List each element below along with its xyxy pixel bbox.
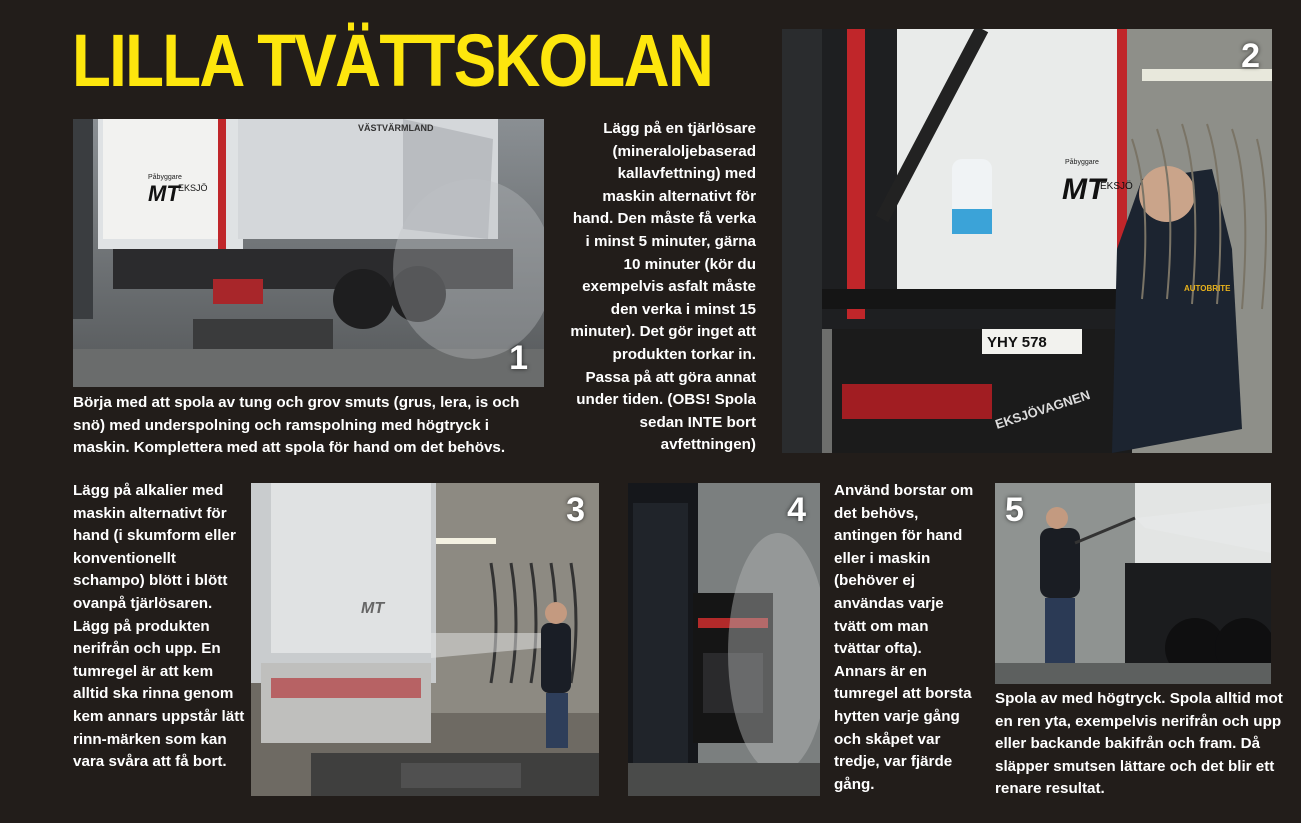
photo-step-1-image xyxy=(73,119,544,387)
step-5-text: Spola av med högtryck. Spola alltid mot en ren yta, exempelvis nerifrån och upp eller backande bakifrån och fram. Då släpper smutsen lättare och det blir ett renare resultat. xyxy=(995,690,1283,798)
photo-step-1-brand-city: EKSJÖ xyxy=(178,183,208,193)
photo-step-2-image xyxy=(782,29,1272,453)
photo-step-5 xyxy=(995,483,1271,684)
photo-step-2 xyxy=(782,29,1272,453)
page-title: LILLA TVÄTTSKOLAN xyxy=(72,19,713,102)
photo-step-1-brand: MT xyxy=(148,181,180,206)
photo-step-2-brand: MT xyxy=(1062,173,1106,206)
photo-step-3-brand: MT xyxy=(361,600,385,617)
photo-step-3-image xyxy=(251,483,599,796)
photo-step-5-image xyxy=(995,483,1271,684)
photo-step-1-sign: VÄSTVÄRMLAND xyxy=(358,123,434,133)
photo-step-1 xyxy=(73,119,544,387)
step-4-text: Använd borstar om det behövs, antingen för hand eller i maskin (behöver ej användas varje tvätt om man tvättar ofta). Annars är en tumregel att borsta hytten varje gång och skåpet var tredje, var fjärde gång. xyxy=(834,482,974,793)
photo-step-1-brand-small: Påbyggare xyxy=(148,174,182,181)
step-2-text: Lägg på en tjärlösare (mineraloljebaserad kallavfettning) med maskin alternativt för hand. Den måste få verka i minst 5 minuter, gärna 10 minuter (kör du exempelvis asfalt måste den verka i minst 15 minuter). Det gör inget att produkten torkar in. Passa på att göra annat under tiden. (OBS! Spola sedan INTE bort avfettningen) xyxy=(570,120,756,454)
step-2-number: 2 xyxy=(1241,37,1260,75)
photo-step-4-image xyxy=(628,483,820,796)
photo-step-4 xyxy=(628,483,820,796)
photo-step-2-brand-small: Påbyggare xyxy=(1065,159,1099,166)
photo-step-2-plate: YHY 578 xyxy=(987,334,1047,351)
photo-step-2-brand-city: EKSJÖ xyxy=(1100,181,1133,192)
step-3-text: Lägg på alkalier med maskin alternativt för hand (i skumform eller konventionellt schampo) blött i blött ovanpå tjärlösaren. Lägg på produkten nerifrån och upp. En tumregel är att kem alltid ska rinna genom kem annars uppstår lätt rinn-märken som kan vara svåra att få bort. xyxy=(73,482,245,771)
photo-step-2-bumper-text: EKSJÖVAGNEN xyxy=(993,387,1092,432)
step-1-number: 1 xyxy=(509,339,528,377)
photo-step-2-jacket-logo: AUTOBRITE xyxy=(1184,284,1231,293)
step-5-number: 5 xyxy=(1005,491,1024,529)
step-4-number: 4 xyxy=(787,491,806,529)
photo-step-3 xyxy=(251,483,599,796)
step-1-text: Börja med att spola av tung och grov smuts (grus, lera, is och snö) med underspolning och ramspolning med högtryck i maskin. Komplettera med att spola för hand om det behövs. xyxy=(73,394,520,457)
step-3-number: 3 xyxy=(566,491,585,529)
